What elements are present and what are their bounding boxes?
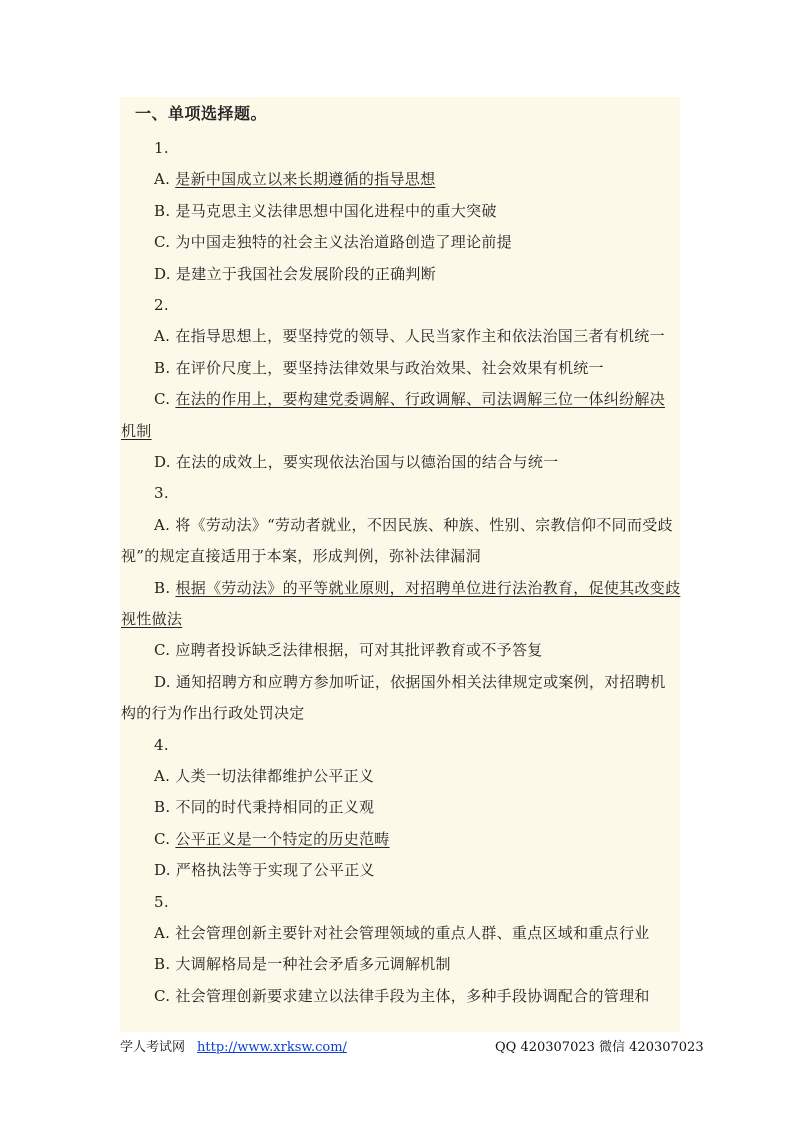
question-line xyxy=(121,546,481,566)
option-letter: A. xyxy=(154,170,176,188)
line-text: A. 将《劳动法》“劳动者就业，不因民族、种族、性别、宗教信仰不同而受歧 xyxy=(154,516,673,534)
footer-site xyxy=(120,1036,347,1055)
question-line xyxy=(154,452,558,472)
question-line xyxy=(154,138,169,158)
line-text: A. 在指导思想上，要坚持党的领导、人民当家作主和依法治国三者有机统一 xyxy=(154,327,665,345)
question-line xyxy=(154,358,604,378)
line-text: D. 严格执法等于实现了公平正义 xyxy=(154,861,375,879)
line-text: D. 是建立于我国社会发展阶段的正确判断 xyxy=(154,265,437,283)
correct-answer-text: 是新中国成立以来长期遵循的指导思想 xyxy=(175,170,436,188)
question-line xyxy=(154,954,451,974)
question-line xyxy=(154,169,435,189)
line-text: 构的行为作出行政处罚决定 xyxy=(121,704,305,722)
question-line xyxy=(154,515,673,535)
line-text: B. 在评价尺度上，要坚持法律效果与政治效果、社会效果有机统一 xyxy=(154,359,604,377)
question-line xyxy=(154,295,169,315)
correct-answer-text: 在法的作用上，要构建党委调解、行政调解、司法调解三位一体纠纷解决 xyxy=(175,390,665,408)
line-text: C. 应聘者投诉缺乏法律根据，可对其批评教育或不予答复 xyxy=(154,641,543,659)
question-line xyxy=(154,232,512,252)
line-text: D. 通知招聘方和应聘方参加听证，依据国外相关法律规定或案例，对招聘机 xyxy=(154,673,666,691)
question-line xyxy=(154,201,497,221)
line-text: C. 社会管理创新要求建立以法律手段为主体，多种手段协调配合的管理和 xyxy=(154,987,650,1005)
line-text: A. 社会管理创新主要针对社会管理领域的重点人群、重点区域和重点行业 xyxy=(154,924,650,942)
question-line xyxy=(154,483,169,503)
option-letter: B. xyxy=(154,579,176,597)
line-text: B. 不同的时代秉持相同的正义观 xyxy=(154,798,375,816)
site-link[interactable]: http://www.xrksw.com/ xyxy=(197,1040,347,1055)
line-text: A. 人类一切法律都维护公平正义 xyxy=(154,767,375,785)
line-text: D. 在法的成效上，要实现依法治国与以德治国的结合与统一 xyxy=(154,453,559,471)
question-line xyxy=(121,609,182,629)
question-line xyxy=(154,640,543,660)
question-line xyxy=(154,766,374,786)
line-text: 5. xyxy=(154,893,169,911)
question-line xyxy=(154,892,169,912)
question-line xyxy=(154,326,665,346)
line-text: 1. xyxy=(154,139,169,157)
option-letter: C. xyxy=(154,830,176,848)
question-line xyxy=(121,421,152,441)
line-text: B. 大调解格局是一种社会矛盾多元调解机制 xyxy=(154,955,451,973)
footer-contact: QQ 420307023 微信 420307023 xyxy=(495,1040,704,1055)
line-text: 3. xyxy=(154,484,169,502)
site-name: 学人考试网 xyxy=(120,1040,186,1055)
question-line xyxy=(154,672,666,692)
correct-answer-text: 公平正义是一个特定的历史范畴 xyxy=(175,830,390,848)
correct-answer-text: 机制 xyxy=(121,422,152,440)
line-text: 4. xyxy=(154,736,169,754)
question-line xyxy=(121,703,305,723)
question-line xyxy=(154,829,390,849)
option-letter: C. xyxy=(154,390,176,408)
question-line xyxy=(154,860,375,880)
line-text: C. 为中国走独特的社会主义法治道路创造了理论前提 xyxy=(154,233,512,251)
question-line xyxy=(154,986,650,1006)
question-line xyxy=(154,264,436,284)
correct-answer-text: 视性做法 xyxy=(121,610,183,628)
line-text: B. 是马克思主义法律思想中国化进程中的重大突破 xyxy=(154,202,497,220)
question-line xyxy=(154,797,374,817)
question-line xyxy=(154,389,665,409)
question-line xyxy=(154,735,169,755)
section-heading: 一、单项选择题。 xyxy=(135,104,268,123)
question-line xyxy=(154,923,650,943)
line-text: 2. xyxy=(154,296,169,314)
correct-answer-text: 根据《劳动法》的平等就业原则，对招聘单位进行法治教育，促使其改变歧 xyxy=(175,579,681,597)
line-text: 视”的规定直接适用于本案，形成判例，弥补法律漏洞 xyxy=(121,547,481,565)
question-line xyxy=(154,578,680,598)
